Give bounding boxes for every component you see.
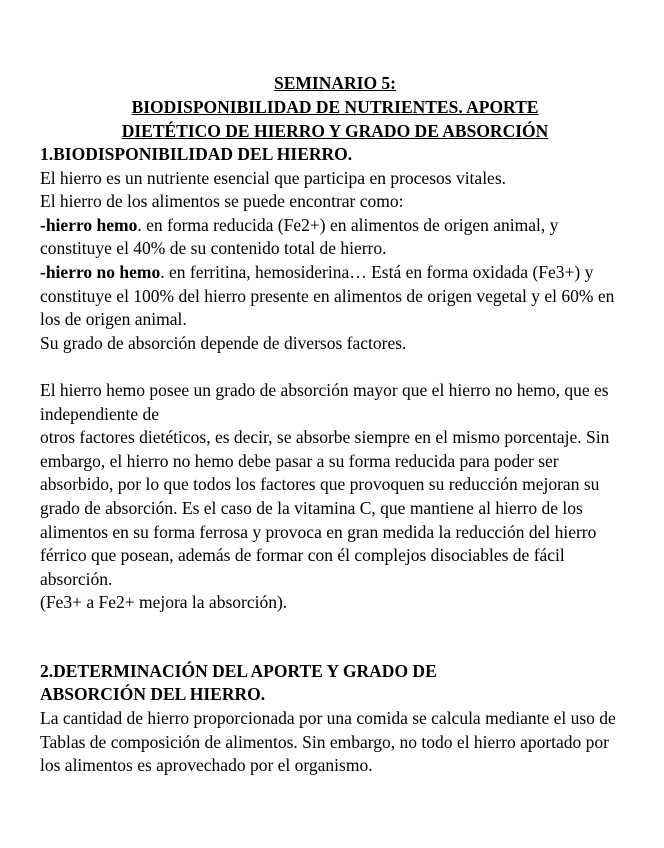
hierro-no-hemo-item bbox=[40, 261, 630, 332]
hierro-hemo-term: -hierro hemo bbox=[40, 214, 138, 235]
section-1-heading: 1.BIODISPONIBILIDAD DEL HIERRO. bbox=[40, 144, 353, 164]
document-page bbox=[40, 71, 630, 778]
section-2-heading-line-2: ABSORCIÓN DEL HIERRO. bbox=[40, 684, 266, 705]
hierro-no-hemo-term: -hierro no hemo bbox=[40, 261, 161, 282]
section-2-heading-line-1: 2.DETERMINACIÓN DEL APORTE Y GRADO DE bbox=[40, 660, 437, 681]
spacer bbox=[40, 615, 630, 660]
spacer bbox=[40, 355, 630, 379]
hierro-hemo-item bbox=[40, 214, 630, 261]
title-line-1: SEMINARIO 5: bbox=[273, 73, 397, 93]
section-1-paragraph-4b: otros factores dietéticos, es decir, se absorbe siempre en el mismo porcentaje. Sin embargo, el hierro no hemo debe pasar a su forma reducida para poder ser absorbido, por lo que todos los factores que provoquen su reducción mejoran su grado de absorción. Es el caso de la vitamina C, que mantiene al hierro de los alimentos en su forma ferrosa y provoca en gran medida la reducción del hierro férrico que posean, además de formar con él complejos disociables de fácil absorción. bbox=[40, 427, 610, 589]
title-line-3: DIETÉTICO DE HIERRO Y GRADO DE ABSORCIÓN bbox=[121, 121, 549, 141]
title-line-2: BIODISPONIBILIDAD DE NUTRIENTES. APORTE bbox=[131, 97, 539, 117]
section-1-paragraph-5: (Fe3+ a Fe2+ mejora la absorción). bbox=[40, 592, 288, 613]
section-2-paragraph-1: La cantidad de hierro proporcionada por una comida se calcula mediante el uso de Tablas de composición de alimentos. Sin embargo, no todo el hierro aportado por los alimentos es aprovechado por el organismo. bbox=[40, 708, 616, 776]
section-1-paragraph-3: Su grado de absorción depende de diversos factores. bbox=[40, 332, 407, 353]
section-1-paragraph-1: El hierro es un nutriente esencial que participa en procesos vitales. bbox=[40, 167, 507, 188]
hierro-no-hemo-text: . en ferritina, hemosiderina… Está en forma oxidada (Fe3+) y constituye el 100% del hierro presente en alimentos de origen vegetal y el 60% en los de origen animal. bbox=[40, 261, 615, 330]
hierro-hemo-text: . en forma reducida (Fe2+) en alimentos de origen animal, y constituye el 40% de su contenido total de hierro. bbox=[40, 214, 559, 259]
document-title bbox=[40, 71, 630, 143]
section-1-paragraph-4a: El hierro hemo posee un grado de absorción mayor que el hierro no hemo, que es independiente de bbox=[40, 379, 609, 424]
section-1-paragraph-2: El hierro de los alimentos se puede encontrar como: bbox=[40, 191, 404, 212]
section-2-heading bbox=[40, 660, 630, 707]
